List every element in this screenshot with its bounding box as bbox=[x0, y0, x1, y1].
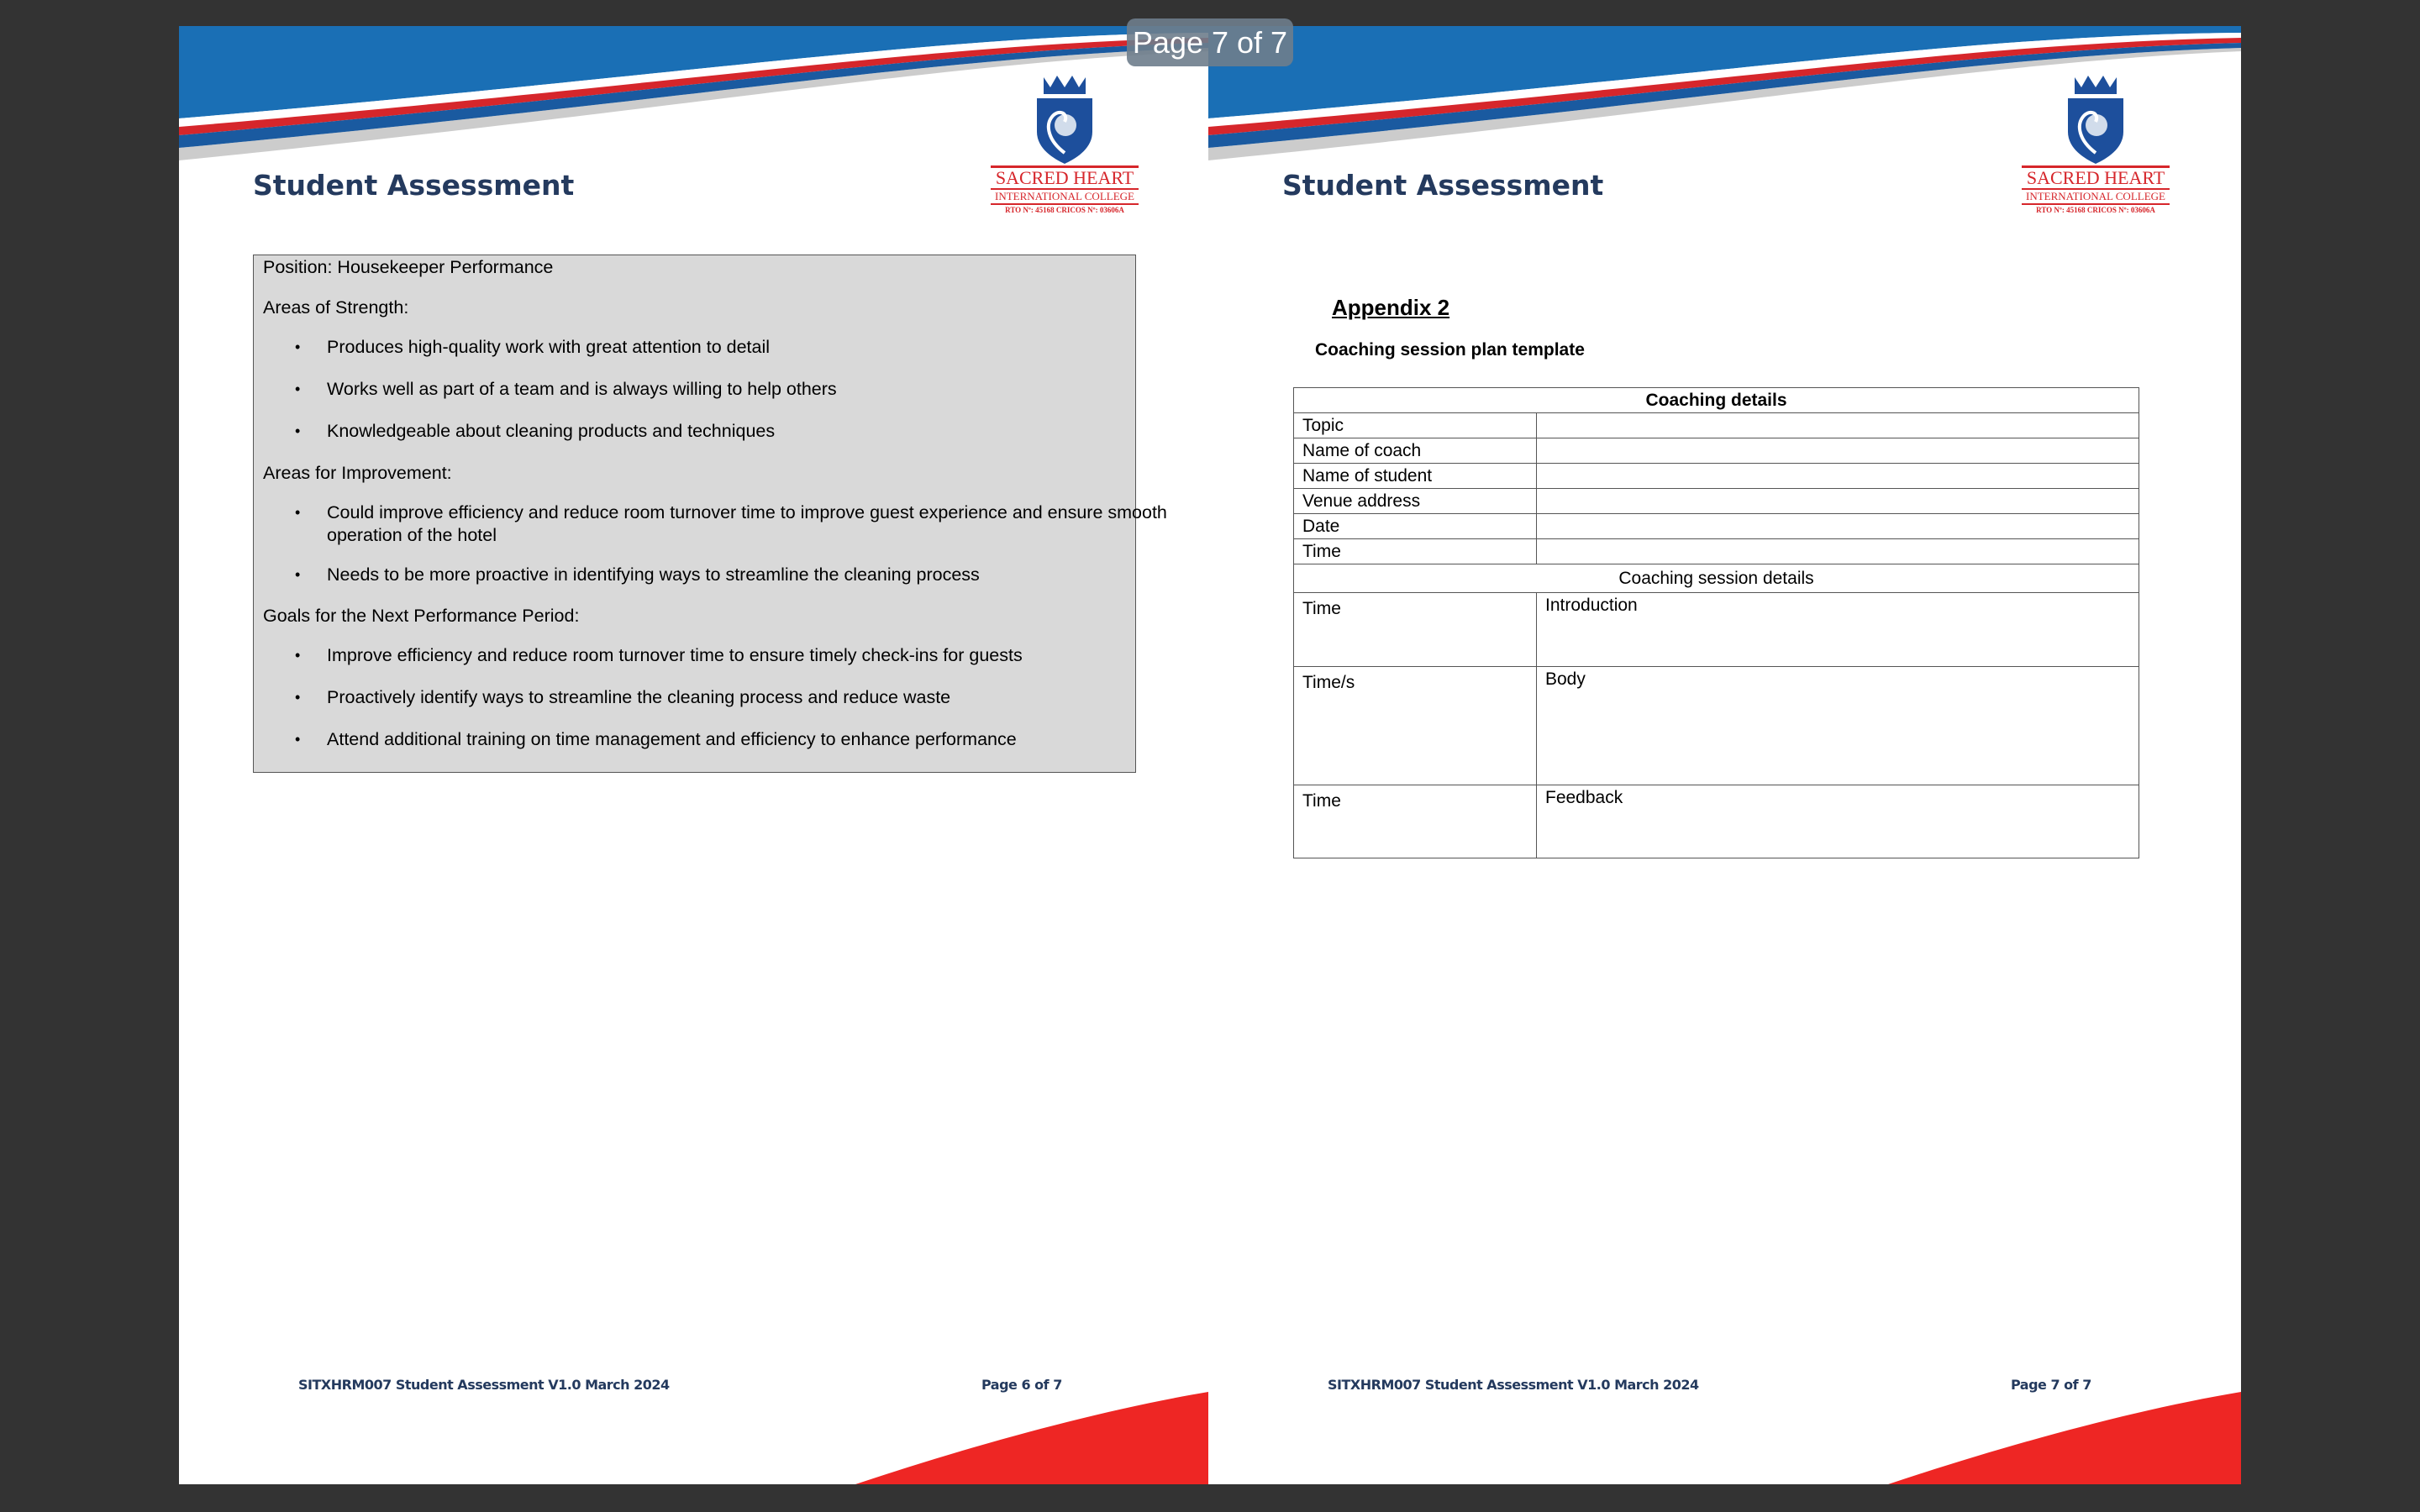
improvement-heading: Areas for Improvement: bbox=[263, 463, 452, 483]
table-row bbox=[1294, 464, 2139, 489]
improvement-item-cont: operation of the hotel bbox=[327, 525, 497, 545]
student-field[interactable] bbox=[1537, 464, 2139, 489]
appendix-heading: Appendix 2 bbox=[1332, 295, 1450, 320]
footer-doc-title: SITXHRM007 Student Assessment V1.0 March 2024 bbox=[1328, 1377, 1699, 1393]
table-row bbox=[1294, 785, 2139, 858]
position-label: Position: Housekeeper Performance bbox=[263, 257, 554, 277]
page-indicator: Page 7 of 7 bbox=[1127, 18, 1293, 66]
footer-doc-title: SITXHRM007 Student Assessment V1.0 March 2024 bbox=[298, 1377, 670, 1393]
college-logo bbox=[2022, 73, 2170, 215]
logo-subtext: INTERNATIONAL COLLEGE bbox=[2022, 190, 2170, 205]
strength-item: Produces high-quality work with great attention to detail bbox=[327, 337, 771, 357]
topic-field[interactable] bbox=[1537, 413, 2139, 438]
bullet-icon: • bbox=[295, 689, 301, 706]
strength-item: Knowledgeable about cleaning products and techniques bbox=[327, 421, 776, 441]
bullet-icon: • bbox=[295, 339, 301, 355]
footer-red-corner bbox=[855, 1392, 1208, 1484]
row-label: Name of student bbox=[1294, 464, 1537, 489]
table-row bbox=[1294, 539, 2139, 564]
venue-field[interactable] bbox=[1537, 489, 2139, 514]
strengths-heading: Areas of Strength: bbox=[263, 297, 409, 318]
row-label: Time/s bbox=[1294, 667, 1537, 785]
crest-icon bbox=[2058, 73, 2133, 165]
crest-icon bbox=[1027, 73, 1102, 165]
bullet-icon: • bbox=[295, 647, 301, 664]
row-label: Time bbox=[1294, 593, 1537, 667]
time-field[interactable] bbox=[1537, 539, 2139, 564]
logo-registration: RTO Nº: 45168 CRICOS Nº: 03606A bbox=[2036, 206, 2155, 214]
bullet-icon: • bbox=[295, 423, 301, 439]
goal-item: Proactively identify ways to streamline the cleaning process and reduce waste bbox=[327, 687, 951, 707]
introduction-cell[interactable]: Introduction bbox=[1537, 593, 2139, 667]
header-title: Student Assessment bbox=[253, 169, 575, 202]
logo-text: SACRED HEART bbox=[2022, 165, 2170, 190]
footer-page-number: Page 7 of 7 bbox=[2011, 1377, 2091, 1393]
college-logo bbox=[991, 73, 1139, 215]
logo-subtext: INTERNATIONAL COLLEGE bbox=[991, 190, 1139, 205]
feedback-cell[interactable]: Feedback bbox=[1537, 785, 2139, 858]
strength-item: Works well as part of a team and is always willing to help others bbox=[327, 379, 837, 399]
document-page-7 bbox=[1208, 26, 2241, 1484]
header-title: Student Assessment bbox=[1282, 169, 1604, 202]
row-label: Topic bbox=[1294, 413, 1537, 438]
table-row bbox=[1294, 514, 2139, 539]
goal-item: Attend additional training on time management and efficiency to enhance performance bbox=[327, 729, 1017, 749]
bullet-icon: • bbox=[295, 731, 301, 748]
improvement-item: Could improve efficiency and reduce room turnover time to improve guest experience and ensure smooth bbox=[327, 502, 1167, 522]
footer-page-number: Page 6 of 7 bbox=[981, 1377, 1062, 1393]
document-page-6 bbox=[179, 26, 1208, 1484]
bullet-icon: • bbox=[295, 566, 301, 583]
template-subtitle: Coaching session plan template bbox=[1315, 340, 1585, 360]
performance-review-box bbox=[253, 255, 1167, 773]
goal-item: Improve efficiency and reduce room turnover time to ensure timely check-ins for guests bbox=[327, 645, 1023, 665]
table-row bbox=[1294, 667, 2139, 785]
session-details-header: Coaching session details bbox=[1294, 564, 2139, 593]
row-label: Name of coach bbox=[1294, 438, 1537, 464]
table-row bbox=[1294, 593, 2139, 667]
row-label: Venue address bbox=[1294, 489, 1537, 514]
coaching-plan-table bbox=[1293, 387, 2139, 858]
coach-field[interactable] bbox=[1537, 438, 2139, 464]
coaching-details-header: Coaching details bbox=[1294, 388, 2139, 413]
table-row bbox=[1294, 489, 2139, 514]
row-label: Time bbox=[1294, 785, 1537, 858]
date-field[interactable] bbox=[1537, 514, 2139, 539]
bullet-icon: • bbox=[295, 381, 301, 397]
table-row bbox=[1294, 413, 2139, 438]
table-row bbox=[1294, 438, 2139, 464]
goals-heading: Goals for the Next Performance Period: bbox=[263, 606, 580, 626]
row-label: Date bbox=[1294, 514, 1537, 539]
logo-text: SACRED HEART bbox=[991, 165, 1139, 190]
bullet-icon: • bbox=[295, 504, 301, 521]
body-cell[interactable]: Body bbox=[1537, 667, 2139, 785]
logo-registration: RTO Nº: 45168 CRICOS Nº: 03606A bbox=[1005, 206, 1124, 214]
footer-red-corner bbox=[1888, 1392, 2241, 1484]
row-label: Time bbox=[1294, 539, 1537, 564]
improvement-item: Needs to be more proactive in identifying ways to streamline the cleaning process bbox=[327, 564, 980, 585]
